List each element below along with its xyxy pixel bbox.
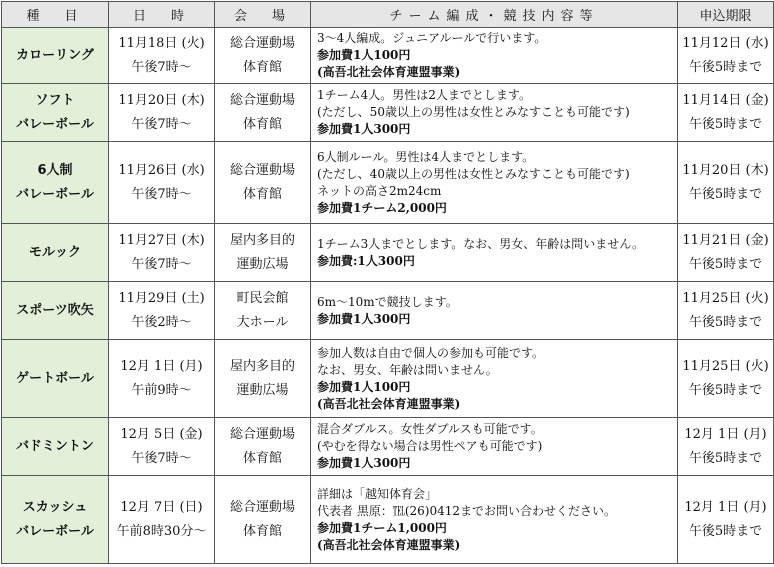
venue-name: 屋内多目的 — [229, 358, 295, 374]
datetime-cell — [109, 84, 215, 142]
event-time: 午後7時～ — [131, 256, 192, 272]
header-deadline: 申込期限 — [678, 2, 774, 28]
event-time: 午前9時～ — [131, 382, 192, 398]
venue-name: 運動広場 — [236, 382, 289, 398]
event-date: 12月 1日 (月) — [120, 358, 203, 374]
details-cell — [311, 28, 678, 84]
venue-cell — [215, 84, 311, 142]
event-name-cell — [2, 476, 109, 564]
fee-text: 参加費1人300円 — [317, 122, 411, 136]
datetime-cell — [109, 340, 215, 418]
details-cell — [311, 340, 678, 418]
fee-text: (高吾北社会体育連盟事業) — [317, 396, 461, 411]
fee-text: (高吾北社会体育連盟事業) — [317, 537, 461, 552]
table-row — [2, 476, 774, 564]
fee-text: 参加費1人300円 — [317, 456, 411, 470]
event-name-cell — [2, 84, 109, 142]
deadline-date: 12月 1日 (月) — [684, 426, 767, 442]
deadline-cell — [678, 142, 774, 224]
header-row — [2, 2, 774, 28]
deadline-time: 午後5時まで — [688, 256, 763, 272]
detail-text: 6m～10mで競技します。 — [317, 294, 458, 309]
event-time: 午後7時～ — [131, 59, 192, 75]
datetime-cell — [109, 418, 215, 476]
datetime-cell — [109, 476, 215, 564]
details-cell — [311, 476, 678, 564]
fee-text: 参加費1人100円 — [317, 48, 411, 62]
event-name: カローリング — [16, 47, 94, 63]
event-date: 12月 7日 (日) — [120, 499, 203, 515]
event-date: 11月27日 (木) — [118, 232, 205, 248]
table-row — [2, 340, 774, 418]
deadline-time: 午後5時まで — [688, 116, 763, 132]
venue-name: 体育館 — [242, 523, 282, 539]
datetime-cell — [109, 142, 215, 224]
deadline-date: 11月25日 (火) — [682, 290, 769, 306]
event-name: ゲートボール — [16, 370, 94, 386]
event-name: バレーボール — [16, 186, 94, 202]
datetime-cell — [109, 28, 215, 84]
datetime-cell — [109, 224, 215, 282]
fee-text: 参加費1チーム2,000円 — [317, 200, 447, 215]
table-row — [2, 282, 774, 340]
fee-text: 参加費1チーム1,000円 — [317, 520, 447, 535]
venue-cell — [215, 418, 311, 476]
table-row — [2, 28, 774, 84]
deadline-cell — [678, 28, 774, 84]
event-name: スポーツ吹矢 — [16, 302, 94, 318]
detail-text: なお、男女、年齢は問いません。 — [317, 362, 498, 377]
deadline-cell — [678, 476, 774, 564]
venue-name: 屋内多目的 — [229, 232, 295, 248]
venue-name: 総合運動場 — [229, 426, 295, 442]
venue-cell — [215, 476, 311, 564]
event-name-cell — [2, 28, 109, 84]
fee-text: 参加費:1人300円 — [317, 253, 415, 268]
detail-text: 1チーム3人までとします。なお、男女、年齢は問いません。 — [317, 236, 645, 251]
event-name-cell — [2, 282, 109, 340]
header-details: チーム編成・競技内容等 — [311, 2, 678, 28]
table-row — [2, 142, 774, 224]
details-cell — [311, 224, 678, 282]
event-date: 11月29日 (土) — [118, 290, 205, 306]
event-schedule-table — [1, 1, 774, 564]
event-name: モルック — [28, 244, 81, 260]
event-name: 6人制 — [37, 162, 73, 178]
fee-text: 参加費1人100円 — [317, 379, 411, 394]
event-name: スカッシュ — [22, 499, 88, 515]
deadline-date: 11月12日 (水) — [682, 35, 769, 51]
venue-name: 体育館 — [242, 450, 282, 466]
venue-name: 運動広場 — [236, 256, 289, 272]
event-name: バレーボール — [16, 523, 94, 539]
venue-name: 体育館 — [242, 59, 282, 75]
venue-name: 総合運動場 — [229, 499, 295, 515]
deadline-cell — [678, 84, 774, 142]
event-name-cell — [2, 224, 109, 282]
venue-name: 体育館 — [242, 186, 282, 202]
venue-cell — [215, 282, 311, 340]
header-datetime: 日 時 — [109, 2, 215, 28]
header-event: 種 目 — [2, 2, 109, 28]
event-time: 午前8時30分～ — [116, 523, 207, 539]
venue-name: 総合運動場 — [229, 35, 295, 51]
event-date: 11月26日 (水) — [118, 162, 205, 178]
event-name: バレーボール — [16, 116, 94, 132]
venue-cell — [215, 340, 311, 418]
event-time: 午後7時～ — [131, 116, 192, 132]
deadline-cell — [678, 418, 774, 476]
venue-name: 総合運動場 — [229, 92, 295, 108]
details-cell — [311, 142, 678, 224]
header-venue: 会 場 — [215, 2, 311, 28]
deadline-date: 11月14日 (金) — [682, 92, 769, 108]
event-name: ソフト — [35, 92, 75, 108]
fee-text: 参加費1人300円 — [317, 311, 411, 326]
venue-cell — [215, 28, 311, 84]
event-date: 12月 5日 (金) — [120, 426, 203, 442]
deadline-date: 12月 1日 (月) — [684, 499, 767, 515]
deadline-time: 午後5時まで — [688, 186, 763, 202]
venue-name: 体育館 — [242, 116, 282, 132]
detail-text: 混合ダブルス。女性ダブルスも可能です。 — [317, 422, 543, 436]
deadline-time: 午後5時まで — [688, 314, 763, 330]
detail-text: 3～4人編成。ジュニアルールで行います。 — [317, 31, 547, 45]
event-name: バドミントン — [16, 438, 94, 454]
event-name-cell — [2, 142, 109, 224]
deadline-time: 午後5時まで — [688, 450, 763, 466]
deadline-date: 11月21日 (金) — [682, 232, 769, 248]
table-row — [2, 84, 774, 142]
details-cell — [311, 84, 678, 142]
venue-name: 大ホール — [236, 314, 289, 330]
table-row — [2, 224, 774, 282]
event-name-cell — [2, 418, 109, 476]
deadline-cell — [678, 224, 774, 282]
venue-cell — [215, 142, 311, 224]
deadline-cell — [678, 282, 774, 340]
event-time: 午後7時～ — [131, 186, 192, 202]
event-time: 午後2時～ — [131, 314, 192, 330]
details-cell — [311, 282, 678, 340]
event-date: 11月18日 (火) — [118, 35, 205, 51]
detail-text: ネットの高さ2m24cm — [317, 183, 442, 198]
deadline-time: 午後5時まで — [688, 382, 763, 398]
detail-text: (ただし、50歳以上の男性は女性とみなすことも可能です) — [317, 105, 630, 119]
table-row — [2, 418, 774, 476]
deadline-time: 午後5時まで — [688, 59, 763, 75]
table-body — [2, 28, 774, 564]
deadline-date: 11月25日 (火) — [682, 358, 769, 374]
deadline-time: 午後5時まで — [688, 523, 763, 539]
detail-text: 参加人数は自由で個人の参加も可能です。 — [317, 345, 545, 360]
detail-text: 1チーム4人。男性は2人までとします。 — [317, 88, 531, 102]
detail-text: 代表者 黒原：℡(26)0412までお問い合わせください。 — [317, 503, 616, 518]
event-time: 午後7時～ — [131, 450, 192, 466]
venue-name: 総合運動場 — [229, 162, 295, 178]
detail-text: 詳細は「越知体育会」 — [317, 486, 438, 501]
event-name-cell — [2, 340, 109, 418]
event-date: 11月20日 (木) — [118, 92, 205, 108]
datetime-cell — [109, 282, 215, 340]
venue-name: 町民会館 — [236, 290, 289, 306]
venue-cell — [215, 224, 311, 282]
deadline-date: 11月20日 (木) — [682, 162, 769, 178]
fee-text: (高吾北社会体育連盟事業) — [317, 65, 461, 79]
deadline-cell — [678, 340, 774, 418]
detail-text: (ただし、40歳以上の男性は女性とみなすことも可能です) — [317, 166, 630, 181]
details-cell — [311, 418, 678, 476]
detail-text: 6人制ルール。男性は4人までとします。 — [317, 149, 535, 164]
detail-text: (やむを得ない場合は男性ペアも可能です) — [317, 439, 543, 453]
